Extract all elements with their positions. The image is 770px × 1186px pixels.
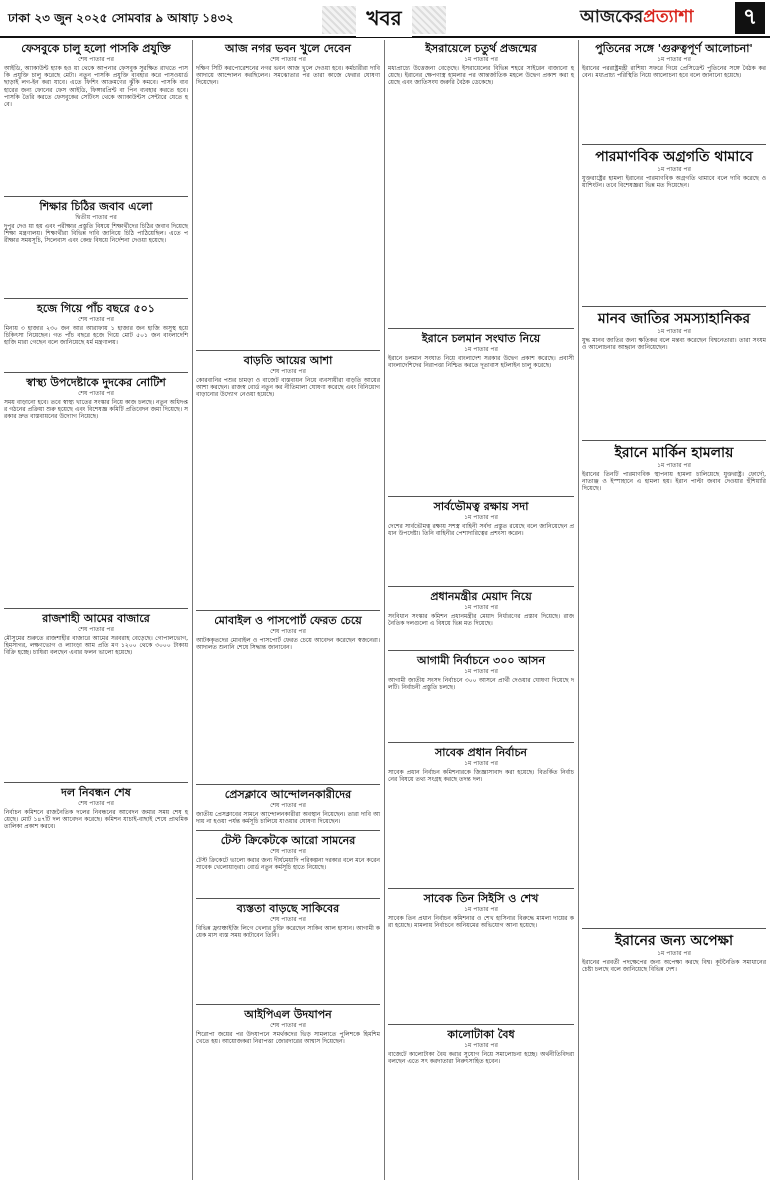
- headline: সাবেক প্রধান নির্বাচন: [434, 746, 527, 759]
- article-rule: [196, 610, 380, 611]
- headline: আগামী নির্বাচনে ৩০০ আসন: [416, 654, 546, 667]
- jump-line: শেষ পাতার পর: [270, 1022, 306, 1029]
- article-body: যুদ্ধ মানব জাতির জন্য ক্ষতিকর বলে মন্তব্য করেছেন বিশ্বনেতারা। তারা সংযম ও আলোচনার আহ্বান জানিয়েছেন।: [582, 337, 768, 352]
- article-rule: [4, 608, 188, 609]
- jump-line: ১ম পাতার পর: [464, 604, 498, 611]
- jump-line: শেষ পাতার পর: [270, 848, 306, 855]
- jump-line: ১ম পাতার পর: [657, 950, 691, 957]
- article-rule: [196, 1004, 380, 1005]
- article-body: সাবেক তিন প্রধান নির্বাচন কমিশনার ও শেখ হাসিনার বিরুদ্ধে মামলা দায়ের করা হয়েছে। মামলায় নির্বাচনে অনিয়মের অভিযোগ আনা হয়েছে।: [388, 915, 574, 930]
- article-rule: [4, 298, 188, 299]
- article-rule: [196, 784, 380, 785]
- headline: পারমাণবিক অগ্রগতি থামাবে: [595, 149, 753, 165]
- article-rule: [388, 1024, 574, 1025]
- article-body: দক্ষিণ সিটি করপোরেশনের নগর ভবন আজ খুলে দেওয়া হবে। কর্মচারীরা দাবি আদায়ে আন্দোলন করছিলেন। সমঝোতার পর তারা কাজে ফেরার ঘোষণা দিয়েছেন।: [196, 65, 382, 87]
- article-body: মৌসুমের শুরুতে রাজশাহীর বাজারে আমের সরবরাহ বেড়েছে। গোপালভোগ, হিমসাগর, লক্ষণভোগ ও ল্যাংড়া আম প্রতি মণ ১২০০ থেকে ৩০০০ টাকায় বিক্রি হচ্ছে। চাষিরা বলছেন এবার ফলন ভালো হয়েছে।: [4, 635, 190, 657]
- article-exam: [4, 200, 188, 296]
- article-body: সাবেক প্রধান নির্বাচন কমিশনারকে জিজ্ঞাসাবাদ করা হয়েছে। বিতর্কিত নির্বাচনের বিষয়ে তথ্য সংগ্রহ করছে তদন্ত দল।: [388, 769, 574, 784]
- article-passport: [196, 614, 380, 782]
- article-body: যুক্তরাষ্ট্রের হামলা ইরানের পারমাণবিক অগ্রগতি থামাবে বলে দাবি করেছে ওয়াশিংটন। তবে বিশেষজ্ঞরা ভিন্ন মত দিয়েছেন।: [582, 175, 766, 190]
- article-rule: [582, 306, 766, 307]
- article-body: ইরানে চলমান সংঘাত নিয়ে বাংলাদেশ সরকার উদ্বেগ প্রকাশ করেছে। প্রবাসী বাংলাদেশিদের নিরাপত্তা নিশ্চিত করতে দূতাবাস হটলাইন চালু করেছে।: [388, 355, 576, 370]
- jump-line: ১ম পাতার পর: [657, 328, 691, 335]
- article-shakib: [196, 902, 380, 1002]
- jump-line: শেষ পাতার পর: [78, 800, 114, 807]
- headline: আজ নগর ভবন খুলে দেবেন: [225, 42, 351, 55]
- article-body: বাজেটে কালোটাকা বৈধ করার সুযোগ নিয়ে সমালোচনা হচ্ছে। অর্থনীতিবিদরা বলছেন এতে সৎ করদাতারা নিরুৎসাহিত হবেন।: [388, 1051, 576, 1066]
- column-rule: [192, 40, 193, 1180]
- article-protest: [196, 788, 380, 828]
- article-israel: [388, 42, 574, 326]
- article-iran: [388, 332, 574, 494]
- jump-line: শেষ পাতার পর: [78, 626, 114, 633]
- headline: ইরানে চলমান সংঘাত নিয়ে: [421, 332, 541, 345]
- article-body: মধ্যপ্রাচ্যে উত্তেজনা বেড়েছে। ইসরায়েলের বিভিন্ন শহরে সাইরেন বাজানো হয়েছে। ইরানের ক্ষেপণাস্ত্র হামলার পর আন্তর্জাতিক মহলে উদ্বেগ প্রকাশ করা হয়েছে এবং জাতিসংঘ জরুরি বৈঠক ডেকেছে।: [388, 65, 574, 87]
- article-wait: [582, 932, 766, 1182]
- headline: প্রধানমন্ত্রীর মেয়াদ নিয়ে: [430, 590, 532, 603]
- headline: মানব জাতির সমস্যাহানিকর: [597, 311, 751, 327]
- jump-line: শেষ পাতার পর: [78, 390, 114, 397]
- article-body: সংবিধান সংস্কার কমিশন প্রধানমন্ত্রীর মেয়াদ নির্ধারণের প্রস্তাব দিয়েছে। রাজনৈতিক দলগুলো এ বিষয়ে ভিন্ন মত দিয়েছে।: [388, 613, 574, 628]
- logo-accent: প্রত্যাশা: [643, 7, 694, 27]
- article-rent: [196, 354, 380, 608]
- article-body: আইডি, অ্যাকাউন্ট হ্যাক হও য়া থেকে আপনার ফেসবুক সুরক্ষিত রাখতে পাসকি প্রযুক্তি চালু করেছে মেটা। নতুন পাসকি প্রযুক্তি ব্যবহার করে পাসওয়ার্ড ছাড়াই লগ-ইন করা যাবে। এতে ফিশিং আক্রমণের ঝুঁকি কমবে। পাসকি ব্যবহারের জন্য ফোনের ফেস আইডি, ফিঙ্গারপ্রিন্ট বা পিন ব্যবহার করতে হবে। পাসকি তৈরি করতে ফেসবুকের সেটিংস থেকে অ্যাকাউন্টস সেন্টারে যেতে হবে।: [4, 65, 190, 109]
- article-body: টেস্ট ক্রিকেটে ভালো করার জন্য দীর্ঘমেয়াদি পরিকল্পনা দরকার বলে মনে করেন সাবেক খেলোয়াড়রা। বোর্ড নতুন কর্মসূচি হাতে নিয়েছে।: [196, 857, 382, 872]
- article-body: দুপুর দেও য়া হয় এবং পরীক্ষার প্রস্তুতি বিষয়ে শিক্ষার্থীদের চিঠির জবাব দিয়েছে শিক্ষা মন্ত্রণালয়। শিক্ষার্থীরা বিভিন্ন দাবি জানিয়ে চিঠি পাঠিয়েছিল। এতে পরীক্ষার সময়সূচি, সিলেবাস এবং কেন্দ্র বিষয়ে নির্দেশনা দেওয়া হয়েছে।: [4, 223, 190, 245]
- column-rule: [384, 40, 385, 1180]
- masthead: [0, 0, 770, 38]
- article-party: [4, 786, 188, 1182]
- page-number: ৭: [735, 2, 765, 34]
- jump-line: শেষ পাতার পর: [78, 56, 114, 63]
- jump-line: ১ম পাতার পর: [464, 906, 498, 913]
- article-body: ইরানের পররাষ্ট্রমন্ত্রী রাশিয়া সফরে গিয়ে প্রেসিডেন্ট পুতিনের সঙ্গে বৈঠক করবেন। মধ্যপ্রাচ্য পরিস্থিতি নিয়ে আলোচনা হবে বলে জানানো হয়েছে।: [582, 65, 766, 80]
- article-human: [582, 310, 766, 438]
- article-rule: [388, 888, 574, 889]
- jump-line: ১ম পাতার পর: [464, 760, 498, 767]
- article-body: ইরানের তিনটি পারমাণবিক স্থাপনায় হামলা চালিয়েছে যুক্তরাষ্ট্র। ফোর্দো, নাতাঞ্জ ও ইস্পাহানে এ হামলা হয়। ইরান পাল্টা জবাব দেওয়ার হুঁশিয়ারি দিয়েছে।: [582, 471, 768, 493]
- article-body: ইরানের পরবর্তী পদক্ষেপের জন্য অপেক্ষা করছে বিশ্ব। কূটনৈতিক সমাধানের চেষ্টা চলছে বলে জানিয়েছে বিভিন্ন দেশ।: [582, 959, 768, 974]
- article-rule: [196, 350, 380, 351]
- jump-line: শেষ পাতার পর: [270, 368, 306, 375]
- article-ward: [196, 42, 380, 348]
- article-rule: [388, 650, 574, 651]
- headline: মোবাইল ও পাসপোর্ট ফেরত চেয়ে: [214, 614, 362, 627]
- article-body: মিনায় ৩ হাজার ২৩০ জন আর আরাফায় ১ হাজার জন হাজি অসুস্থ হয়ে চিকিৎসা নিয়েছেন। গত পাঁচ বছরে হজে গিয়ে মোট ৫০১ জন বাংলাদেশি হাজি মারা গেছেন বলে জানিয়েছে ধর্ম মন্ত্রণালয়।: [4, 325, 190, 347]
- article-usattack: [582, 444, 766, 926]
- article-former: [388, 746, 574, 886]
- jump-line: শেষ পাতার পর: [78, 316, 114, 323]
- article-body: সময় বাড়ানো হবে। তবে স্বাস্থ্য খাতের সংস্কার নিয়ে কাজ চলছে। নতুন অধিদপ্তর গঠনের প্রক্রিয়া শুরু হয়েছে এবং বিশেষজ্ঞ কমিটি প্রতিবেদন জমা দিয়েছে। সরকার দ্রুত বাস্তবায়নের উদ্যোগ নিয়েছে।: [4, 399, 188, 421]
- jump-line: ১ম পাতার পর: [657, 166, 691, 173]
- headline: পুতিনের সঙ্গে 'গুরুত্বপূর্ণ আলোচনা': [595, 42, 753, 55]
- headline: ইসরায়েলে চতুর্থ প্রজন্মের: [425, 42, 537, 55]
- jump-line: শেষ পাতার পর: [270, 628, 306, 635]
- headline: প্রেসক্লাবে আন্দোলনকারীদের: [224, 788, 352, 801]
- article-airport: [196, 1008, 380, 1182]
- jump-line: ১ম পাতার পর: [464, 346, 498, 353]
- article-health: [4, 376, 188, 606]
- headline: ব্যস্ততা বাড়ছে সাকিবের: [236, 902, 340, 915]
- headline: রাজশাহী আমের বাজারে: [42, 612, 150, 625]
- article-putin: [582, 42, 766, 142]
- article-pm: [388, 590, 574, 648]
- jump-line: ১ম পাতার পর: [657, 462, 691, 469]
- article-rule: [4, 372, 188, 373]
- article-body: আগামী জাতীয় সংসদ নির্বাচনে ৩০০ আসনে প্রার্থী দেওয়ার ঘোষণা দিয়েছে দলটি। নির্বাচনী প্রস্তুতি চলছে।: [388, 677, 574, 692]
- article-nuclear: [582, 148, 766, 304]
- article-rule: [196, 898, 380, 899]
- headline: কালোটাকা বৈধ: [447, 1028, 515, 1041]
- article-kalo: [388, 1028, 574, 1182]
- article-body: আটককৃতদের মোবাইল ও পাসপোর্ট ফেরত চেয়ে আবেদন করেছেন স্বজনেরা। আদালত শুনানি শেষে সিদ্ধান্ত জানাবেন।: [196, 637, 382, 652]
- section-label-box: [322, 6, 446, 34]
- article-body: নির্বাচন কমিশনে রাজনৈতিক দলের নিবন্ধনের আবেদন জমার সময় শেষ হয়েছে। মোট ১৪৭টি দল আবেদন করেছে। কমিশন যাচাই-বাছাই শেষে প্রাথমিক তালিকা প্রকাশ করবে।: [4, 809, 190, 831]
- newspaper-logo: [580, 4, 730, 32]
- article-rule: [388, 328, 574, 329]
- article-rule: [388, 742, 574, 743]
- headline: শিক্ষার চিঠির জবাব এলো: [39, 200, 153, 213]
- jump-line: ১ম পাতার পর: [464, 668, 498, 675]
- jump-line: ১ম পাতার পর: [657, 56, 691, 63]
- article-rule: [4, 782, 188, 783]
- jump-line: ১ম পাতার পর: [464, 514, 498, 521]
- article-facebook: [4, 42, 188, 194]
- article-body: বিভিন্ন ফ্র্যাঞ্চাইজি লিগে খেলার চুক্তি করেছেন সাকিব আল হাসান। আগামী কয়েক মাস ব্যস্ত সময় কাটাবেন তিনি।: [196, 925, 380, 940]
- issue-date: ঢাকা ২৩ জুন ২০২৫ সোমবার ৯ আষাঢ় ১৪৩২: [8, 11, 234, 25]
- article-sheikh: [388, 892, 574, 1022]
- headline: বাড়তি আয়ের আশা: [243, 354, 333, 367]
- jump-line: ১ম পাতার পর: [464, 56, 498, 63]
- logo-prefix: আজকের: [580, 7, 644, 27]
- jump-line: শেষ পাতার পর: [270, 916, 306, 923]
- jump-line: শেষ পাতার পর: [270, 56, 306, 63]
- headline: ইরানের জন্য অপেক্ষা: [614, 933, 734, 949]
- jump-line: দ্বিতীয় পাতার পর: [75, 214, 117, 221]
- article-always: [388, 500, 574, 584]
- column-rule: [578, 40, 579, 1180]
- article-rule: [388, 586, 574, 587]
- article-body: কোরবানির পশুর চামড়া ও বাজেট বাস্তবায়ন নিয়ে ব্যবসায়ীরা বাড়তি আয়ের আশা করছেন। রাজস্ব বোর্ড নতুন কর নীতিমালা ঘোষণা করেছে এবং বিনিয়োগ বাড়ানোর উদ্যোগ নেওয়া হয়েছে।: [196, 377, 382, 399]
- article-rule: [196, 830, 380, 831]
- section-label: খবর: [356, 4, 411, 37]
- headline: ফেসবুকে চালু হলো পাসকি প্রযুক্তি: [21, 42, 171, 55]
- article-hajj: [4, 302, 188, 370]
- article-rule: [582, 144, 766, 145]
- headline: সাবেক তিন সিইসি ও শেখ: [423, 892, 539, 905]
- article-rule: [582, 928, 766, 929]
- jump-line: শেষ পাতার পর: [270, 802, 306, 809]
- article-body: দেশের সার্বভৌমত্ব রক্ষায় সশস্ত্র বাহিনী সর্বদা প্রস্তুত রয়েছে বলে জানিয়েছেন প্রধান উপদেষ্টা। তিনি বাহিনীর পেশাদারিত্বের প্রশংসা করেন।: [388, 523, 574, 538]
- headline: টেস্ট ক্রিকেটকে আরো সামনের: [220, 834, 356, 847]
- article-rule: [582, 440, 766, 441]
- article-body: শিরোপা জয়ের পর উদযাপনে সমর্থকদের ভিড় সামলাতে পুলিশকে হিমশিম খেতে হয়। আয়োজকরা নিরাপত্তা জোরদারের আশ্বাস দিয়েছেন।: [196, 1031, 382, 1046]
- headline: দল নিবন্ধন শেষ: [61, 786, 131, 799]
- headline: ইরানে মার্কিন হামলায়: [614, 445, 734, 461]
- headline: হজে গিয়ে পাঁচ বছরে ৫০১: [37, 302, 155, 315]
- headline: সার্বভৌমত্ব রক্ষায় সদা: [433, 500, 529, 513]
- article-mango: [4, 612, 188, 780]
- article-body: জাতীয় প্রেসক্লাবের সামনে আন্দোলনকারীরা অবস্থান নিয়েছেন। তারা দাবি আদায় না হওয়া পর্যন্ত কর্মসূচি চালিয়ে যাওয়ার ঘোষণা দিয়েছেন।: [196, 811, 380, 826]
- article-election: [388, 654, 574, 740]
- article-cricket: [196, 834, 380, 896]
- headline: স্বাস্থ্য উপদেষ্টাকে দুদকের নোটিশ: [26, 376, 166, 389]
- article-rule: [388, 496, 574, 497]
- article-rule: [4, 196, 188, 197]
- headline: আইপিএল উদযাপন: [244, 1008, 332, 1021]
- jump-line: ১ম পাতার পর: [464, 1042, 498, 1049]
